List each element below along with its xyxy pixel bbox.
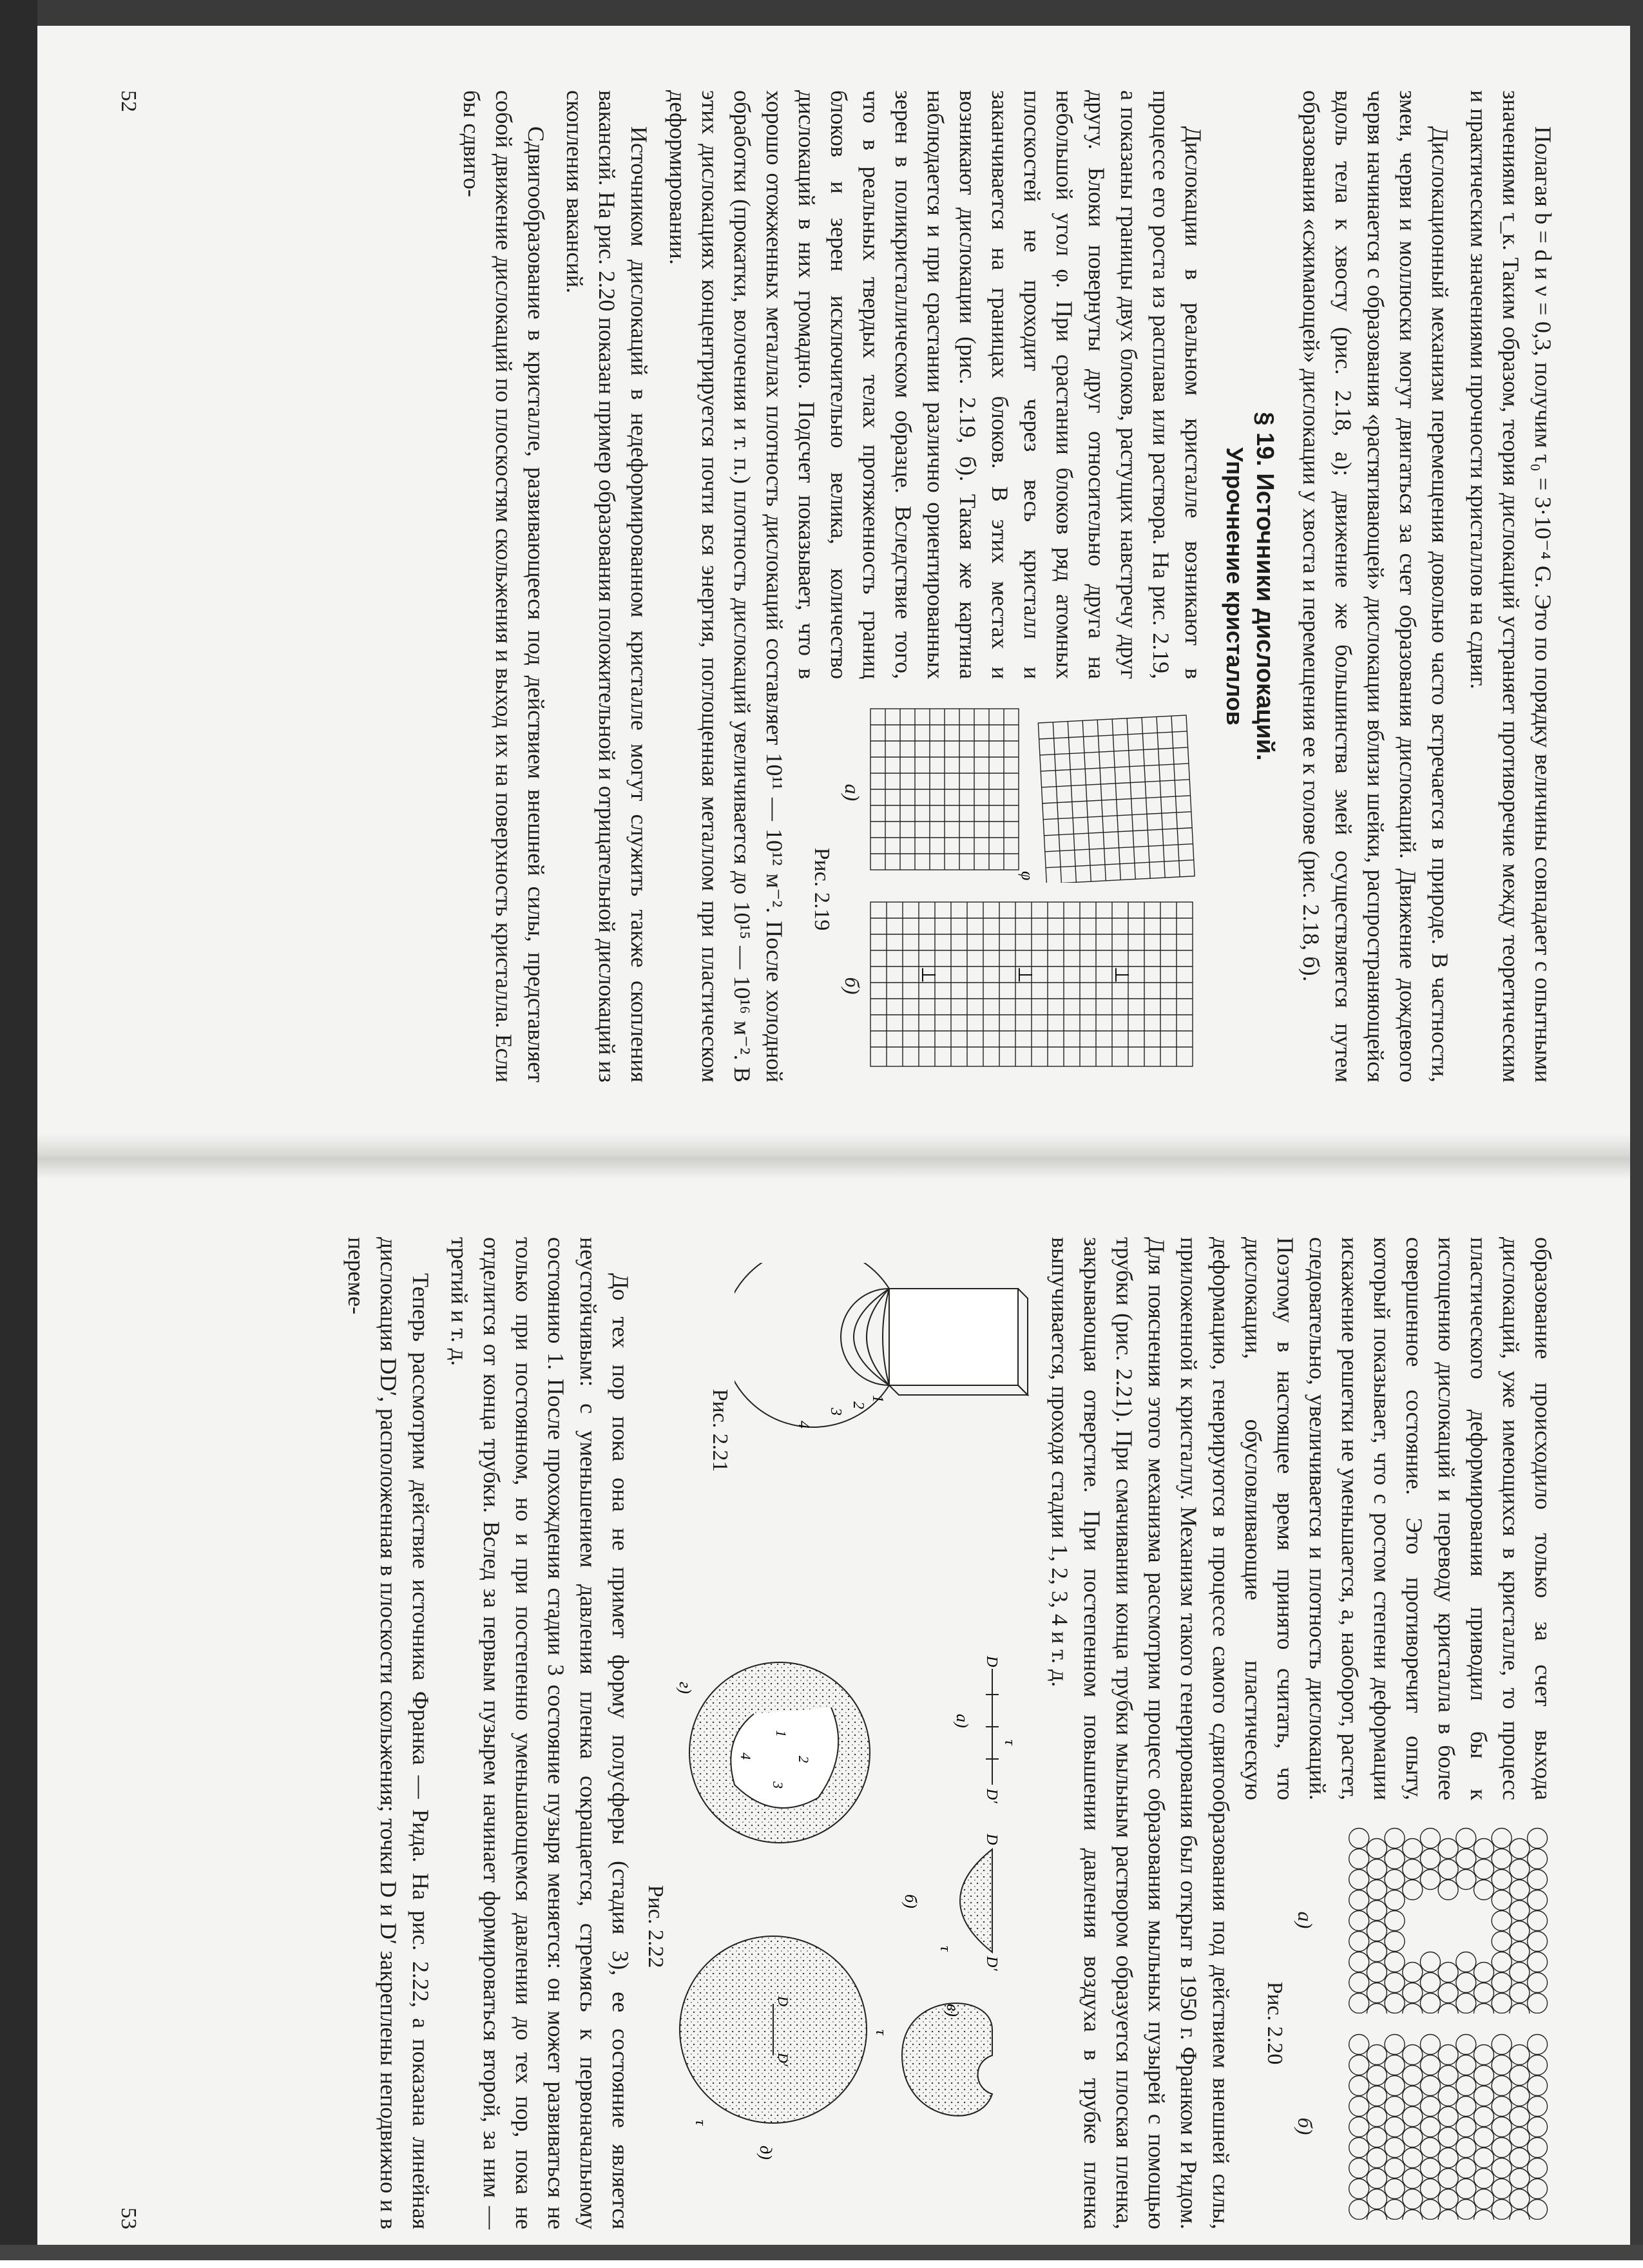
atom-bubble bbox=[1528, 1952, 1548, 1972]
atom-bubble bbox=[1528, 1973, 1548, 1993]
atom-bubble bbox=[1438, 2189, 1458, 2209]
paragraph: Источником дислокаций в недеформированном кристалле могут служить также скопления вакансий. На рис. 2.20 показан пример образования положительной и отрицательной дислокаций из скопления вакансий. bbox=[562, 90, 652, 1082]
figure-2-20 bbox=[1262, 1817, 1555, 2229]
atom-bubble bbox=[1438, 1860, 1458, 1879]
section-subheading: Упрочнение кристаллов bbox=[1222, 447, 1248, 726]
atom-bubble bbox=[1367, 2128, 1387, 2148]
atom-bubble bbox=[1349, 2138, 1369, 2158]
figure-2-21 bbox=[707, 1250, 1031, 1611]
atom-bubble bbox=[1438, 2086, 1458, 2106]
atom-bubble bbox=[1474, 2148, 1494, 2168]
atom-bubble bbox=[1403, 2066, 1423, 2086]
atom-bubble bbox=[1420, 1829, 1440, 1849]
atom-bubble bbox=[1528, 2158, 1548, 2178]
figure-label-b: б) bbox=[1294, 2117, 1317, 2135]
atom-bubble bbox=[1528, 2200, 1548, 2220]
shear-stress-tau: τ bbox=[1001, 1740, 1018, 1745]
point-d-prime: D′ bbox=[983, 1789, 1000, 1803]
paragraph: Дислокационный механизм перемещения довольно часто встречается в природе. В частности, змеи, черви и моллюски могут двигаться за счет образования дислокаций. Движение дождевого червя начинается с образования «растягивающей» дислокации вблизи шейки, распространяющейся вдоль тела к хвосту (рис. 2.18, а); движение же большинства змей осуществляется путем образования «сжимающей» дислокации у хвоста и перемещения ее к голове (рис. 2.18, б). bbox=[1298, 90, 1453, 1082]
atom-bubble bbox=[1385, 2076, 1405, 2096]
point-d-prime: D′ bbox=[983, 1956, 1000, 1971]
atom-bubble bbox=[1474, 1963, 1494, 1983]
atom-bubble bbox=[1385, 1994, 1405, 2013]
atom-bubble bbox=[1349, 1994, 1369, 2013]
atom-bubble bbox=[1474, 2107, 1494, 2127]
atom-bubble bbox=[1385, 2117, 1405, 2137]
atom-bubble bbox=[1456, 2097, 1476, 2117]
atom-bubble bbox=[1438, 1839, 1458, 1859]
atom-bubble bbox=[1403, 2086, 1423, 2106]
atom-bubble bbox=[1456, 2055, 1476, 2075]
soap-bubble-tube-diagram bbox=[735, 1263, 1031, 1598]
atom-bubble bbox=[1385, 2179, 1405, 2199]
atom-bubble bbox=[1456, 2076, 1476, 2096]
atom-bubble bbox=[1456, 1952, 1476, 1972]
atom-bubble bbox=[1492, 2117, 1512, 2137]
atom-bubble bbox=[1403, 2004, 1423, 2014]
atom-bubble bbox=[1474, 2169, 1494, 2189]
atom-bubble bbox=[1456, 2035, 1476, 2055]
atom-bubble bbox=[1385, 1932, 1405, 1952]
atom-bubble bbox=[1385, 2055, 1405, 2075]
figure-caption: Рис. 2.21 bbox=[708, 1389, 732, 1472]
atom-bubble bbox=[1528, 2138, 1548, 2158]
figure-2-22 bbox=[643, 1637, 1031, 2216]
figure-caption: Рис. 2.22 bbox=[644, 1885, 668, 1968]
atom-bubble bbox=[1367, 1860, 1387, 1879]
atom-bubble bbox=[1456, 1973, 1476, 1993]
atom-bubble bbox=[1474, 2066, 1494, 2086]
atom-bubble bbox=[1510, 2210, 1530, 2220]
atom-bubble bbox=[1367, 1880, 1387, 1900]
atom-bubble bbox=[1385, 1973, 1405, 1993]
atom-bubble bbox=[1438, 2210, 1458, 2220]
point-d: D bbox=[775, 1996, 791, 2006]
atom-bubble bbox=[1367, 2169, 1387, 2189]
stage-number: 2 bbox=[850, 1401, 867, 1409]
atom-bubble bbox=[1438, 2148, 1458, 2168]
atom-bubble bbox=[1492, 1952, 1512, 1972]
atom-bubble bbox=[1420, 2200, 1440, 2220]
atom-bubble bbox=[1367, 1983, 1387, 2003]
figure-2-20-b bbox=[1293, 2033, 1549, 2220]
atom-bubble bbox=[1349, 2179, 1369, 2199]
atom-bubble bbox=[1528, 1829, 1548, 1849]
atom-bubble bbox=[1492, 2138, 1512, 2158]
grain-boundary-grid-diagram bbox=[864, 702, 1199, 883]
atom-bubble bbox=[1510, 1880, 1530, 1900]
atom-bubble bbox=[1528, 1911, 1548, 1931]
atom-bubble bbox=[1528, 2117, 1548, 2137]
atom-bubble bbox=[1474, 1983, 1494, 2003]
atom-bubble bbox=[1492, 2179, 1512, 2199]
atom-bubble bbox=[1492, 1973, 1512, 1993]
atom-bubble bbox=[1420, 2035, 1440, 2055]
atom-bubble bbox=[1385, 2035, 1405, 2055]
atom-bubble bbox=[1420, 2076, 1440, 2096]
point-d: D bbox=[983, 1834, 1000, 1845]
dislocation-grid-diagram bbox=[864, 896, 1199, 1076]
page-52 bbox=[103, 52, 1585, 1121]
shear-stress-tau: τ bbox=[692, 2120, 709, 2126]
atom-bubble bbox=[1492, 1890, 1512, 1910]
dislocation-symbol: ⊥ bbox=[1014, 966, 1036, 984]
atom-bubble bbox=[1474, 2128, 1494, 2148]
atom-bubble bbox=[1456, 1849, 1476, 1869]
stage-number: 3 bbox=[770, 1782, 786, 1789]
atom-bubble bbox=[1420, 1994, 1440, 2013]
atom-bubble bbox=[1420, 2097, 1440, 2117]
atom-bubble bbox=[1403, 2189, 1423, 2209]
phi-label: φ bbox=[1018, 871, 1037, 881]
paragraph: Дислокации в реальном кристалле возникают в процессе его роста из расплава или раствора. На рис. 2.19, а показаны границы двух блоков, растущих навстречу друг другу. Блоки повернуты друг относительно друга на небольшой угол φ. При срастании блоков ряд атомных плоскостей не проходит через весь кристалл и заканчивается на границах блоков. В этих местах и возникают дислокации (рис. 2.19, б). Такая же картина наблюдается и при срастании различно ориентированных зерен в поликристаллическом образце. Вследствие того, что в реальных твердых телах протяженность границ блоков и зерен исключительно велика, количество дислокаций в них громадно. Подсчет показывает, что в хорошо отожженных металлах плотность дислокаций составляет 10¹¹ — 10¹² м⁻². После холодной обработки (прокатки, волочения и т. п.) плотность дислокаций увеличивается до 10¹⁵ — 10¹⁶ м⁻². В этих дислокациях концентрируется почти вся энергия, поглощенная металлом при пластическом деформировании. bbox=[665, 90, 1206, 1082]
atom-bubble bbox=[1510, 2004, 1530, 2014]
atom-bubble bbox=[1420, 2138, 1440, 2158]
atom-bubble bbox=[1420, 2158, 1440, 2178]
atom-bubble bbox=[1403, 2107, 1423, 2127]
atom-bubble bbox=[1474, 1880, 1494, 1900]
atom-bubble bbox=[1510, 2148, 1530, 2168]
atom-bubble bbox=[1510, 2066, 1530, 2086]
atom-bubble bbox=[1528, 2076, 1548, 2096]
atom-bubble bbox=[1349, 1870, 1369, 1890]
atom-bubble bbox=[1438, 1880, 1458, 1900]
atom-bubble bbox=[1492, 2158, 1512, 2178]
atom-bubble bbox=[1456, 2158, 1476, 2178]
atom-bubble bbox=[1385, 1911, 1405, 1931]
atom-bubble bbox=[1385, 1829, 1405, 1849]
atom-bubble bbox=[1456, 2138, 1476, 2158]
atom-bubble bbox=[1438, 1963, 1458, 1983]
atom-bubble bbox=[1385, 1849, 1405, 1869]
atom-bubble bbox=[1403, 1963, 1423, 1983]
atom-bubble bbox=[1528, 1932, 1548, 1952]
atom-bubble bbox=[1349, 2076, 1369, 2096]
paragraph: Теперь рассмотрим действие источника Франка — Рида. На рис. 2.22, а показана линейная дислокация DD′, расположенная в плоскости скольжения; точки D и D′ закреплены неподвижно и в переме- bbox=[343, 1237, 434, 2229]
figure-caption: Рис. 2.20 bbox=[1263, 1981, 1287, 2065]
atom-bubble bbox=[1385, 2200, 1405, 2220]
atom-bubble bbox=[1456, 2200, 1476, 2220]
atom-bubble bbox=[1474, 2045, 1494, 2065]
paragraph: До тех пор пока она не примет форму полусферы (стадия 3), ее состояние является неустойчивым: с уменьшением давления пленка сокращается, стремясь к первоначальному состоянию 1. После прохождения стадии 3 состояние пузыря меняется: он может развиваться не только при постоянном, но и при постепенно уменьшающемся давлении до тех пор, пока не отделится от конца трубки. Вслед за первым пузырем начинает формироваться второй, за ним — третий и т. д. bbox=[447, 1237, 633, 2229]
shear-stress-tau: τ bbox=[872, 2030, 889, 2035]
atom-bubble bbox=[1492, 2035, 1512, 2055]
stage-number: 2 bbox=[796, 1756, 812, 1763]
atom-bubble bbox=[1492, 2200, 1512, 2220]
figure-caption: Рис. 2.19 bbox=[810, 847, 834, 931]
point-d: D bbox=[983, 1656, 1000, 1667]
atom-bubble bbox=[1367, 1963, 1387, 1983]
atom-bubble bbox=[1367, 1921, 1387, 1941]
atom-bubble bbox=[1474, 2210, 1494, 2220]
stage-number: 1 bbox=[773, 1730, 789, 1737]
atom-bubble bbox=[1492, 1870, 1512, 1890]
atom-bubble bbox=[1385, 2158, 1405, 2178]
stage-number: 3 bbox=[827, 1408, 844, 1416]
atom-bubble bbox=[1367, 2148, 1387, 2168]
dislocation-pair-bubble-raft bbox=[1317, 2033, 1549, 2220]
atom-bubble bbox=[1403, 1839, 1423, 1859]
atom-bubble bbox=[1367, 2210, 1387, 2220]
book-spine bbox=[37, 1134, 1630, 1179]
atom-bubble bbox=[1349, 2117, 1369, 2137]
atom-bubble bbox=[1492, 1994, 1512, 2013]
atom-bubble bbox=[1510, 1901, 1530, 1921]
atom-bubble bbox=[1385, 1870, 1405, 1890]
subfigure-label: а) bbox=[953, 1714, 972, 1728]
scanner-edge-right bbox=[1630, 0, 1643, 2260]
vacancy-cluster-bubble-raft bbox=[1317, 1827, 1549, 2013]
dislocation-symbol: ⊥ bbox=[917, 966, 939, 984]
atom-bubble bbox=[1492, 1911, 1512, 1931]
atom-bubble bbox=[1474, 1839, 1494, 1859]
atom-bubble bbox=[1367, 1942, 1387, 1962]
figure-2-20-a bbox=[1293, 1827, 1549, 2013]
atom-bubble bbox=[1510, 2107, 1530, 2127]
paragraph: Полагая b = d и ν = 0,3, получим τ₀ = 3·10⁻⁴ G. Это по порядку величины совпадает с опытными значениями τ_к. Таким образом, теория дислокаций устраняет противоречие между теоретическим и практическим значениями прочности кристаллов на сдвиг. bbox=[1466, 90, 1556, 1082]
paragraph: образование происходило только за счет выхода дислокаций, уже имеющихся в кристалле, то процесс пластического деформирования приводил бы к истощению дислокаций и переводу кристалла в более совершенное состояние. Это противоречит опыту, который показывает, что с ростом степени деформации искажение решетки не уменьшается, а, наоборот, растет, следовательно, увеличивается и плотность дислокаций. Поэтому в настоящее время принято считать, что дислокации, обусловливающие пластическую деформацию, генерируются в процессе самого сдвигообразования под действием внешней силы, приложенной к кристаллу. Механизм такого генерирования был открыт в 1950 г. Франком и Ридом. Для пояснения этого механизма рассмотрим процесс образования мыльных пузырей с помощью трубки (рис. 2.21). При смачивании конца трубки мыльным раствором образуется плоская пленка, закрывающая отверстие. При постепенном повышении давления воздуха в трубке пленка выпучивается, проходя стадии 1, 2, 3, 4 и т. д. bbox=[1047, 1237, 1556, 2229]
atom-bubble bbox=[1510, 1942, 1530, 1962]
atom-bubble bbox=[1528, 1870, 1548, 1890]
atom-bubble bbox=[1420, 1849, 1440, 1869]
atom-bubble bbox=[1510, 1860, 1530, 1879]
atom-bubble bbox=[1528, 1849, 1548, 1869]
atom-bubble bbox=[1492, 1932, 1512, 1952]
atom-bubble bbox=[1367, 2189, 1387, 2209]
stage-number: 4 bbox=[795, 1421, 812, 1428]
atom-bubble bbox=[1510, 2189, 1530, 2209]
atom-bubble bbox=[1528, 2179, 1548, 2199]
frank-read-source-diagram bbox=[670, 1643, 1031, 2210]
atom-bubble bbox=[1438, 2128, 1458, 2148]
atom-bubble bbox=[1420, 2117, 1440, 2137]
stage-number: 1 bbox=[869, 1395, 886, 1403]
atom-bubble bbox=[1528, 1890, 1548, 1910]
atom-bubble bbox=[1349, 2035, 1369, 2055]
atom-bubble bbox=[1385, 2138, 1405, 2158]
atom-bubble bbox=[1349, 1952, 1369, 1972]
atom-bubble bbox=[1367, 2066, 1387, 2086]
subfigure-label: д) bbox=[756, 2146, 775, 2160]
atom-bubble bbox=[1349, 1932, 1369, 1952]
book-cover-edge bbox=[0, 0, 37, 2260]
atom-bubble bbox=[1474, 2086, 1494, 2106]
atom-bubble bbox=[1349, 2097, 1369, 2117]
atom-bubble bbox=[1367, 2045, 1387, 2065]
atom-bubble bbox=[1385, 2097, 1405, 2117]
atom-bubble bbox=[1420, 1952, 1440, 1972]
subfigure-label: г) bbox=[676, 1682, 695, 1694]
atom-bubble bbox=[1510, 2128, 1530, 2148]
subfigure-label: в) bbox=[943, 2004, 962, 2017]
atom-bubble bbox=[1438, 2004, 1458, 2014]
atom-bubble bbox=[1385, 1952, 1405, 1972]
atom-bubble bbox=[1367, 2086, 1387, 2106]
figure-label-a: а) bbox=[1294, 1911, 1317, 1929]
atom-bubble bbox=[1403, 2148, 1423, 2168]
atom-bubble bbox=[1349, 1911, 1369, 1931]
paragraph: Сдвигообразование в кристалле, развивающееся под действием внешней силы, представляет собой движение дислокаций по плоскостям скольжения и выход их на поверхность кристалла. Если бы сдвиго- bbox=[459, 90, 549, 1082]
atom-bubble bbox=[1492, 2076, 1512, 2096]
atom-bubble bbox=[1385, 1890, 1405, 1910]
subfigure-label: б) bbox=[901, 1894, 920, 1908]
atom-bubble bbox=[1438, 1983, 1458, 2003]
figure-2-19-b bbox=[840, 896, 1199, 1076]
atom-bubble bbox=[1349, 1973, 1369, 1993]
atom-bubble bbox=[1367, 1901, 1387, 1921]
atom-bubble bbox=[1403, 1880, 1423, 1900]
atom-bubble bbox=[1510, 2086, 1530, 2106]
atom-bubble bbox=[1420, 2055, 1440, 2075]
figure-2-19-a bbox=[840, 702, 1199, 883]
atom-bubble bbox=[1349, 2158, 1369, 2178]
atom-bubble bbox=[1456, 1829, 1476, 1849]
atom-bubble bbox=[1349, 1890, 1369, 1910]
atom-bubble bbox=[1510, 1983, 1530, 2003]
atom-bubble bbox=[1367, 2107, 1387, 2127]
shear-stress-tau: τ bbox=[937, 1946, 954, 1952]
atom-bubble bbox=[1456, 1870, 1476, 1890]
atom-bubble bbox=[1528, 2055, 1548, 2075]
atom-bubble bbox=[1349, 1829, 1369, 1849]
atom-bubble bbox=[1492, 2055, 1512, 2075]
atom-bubble bbox=[1456, 2179, 1476, 2199]
figure-label-a: а) bbox=[841, 783, 864, 802]
atom-bubble bbox=[1420, 1870, 1440, 1890]
atom-bubble bbox=[1528, 2035, 1548, 2055]
atom-bubble bbox=[1349, 1849, 1369, 1869]
page-number: 52 bbox=[117, 90, 140, 112]
atom-bubble bbox=[1510, 1963, 1530, 1983]
scanner-edge-top bbox=[0, 0, 1643, 26]
figure-label-b: б) bbox=[841, 977, 864, 995]
atom-bubble bbox=[1510, 2169, 1530, 2189]
atom-bubble bbox=[1403, 1983, 1423, 2003]
atom-bubble bbox=[1528, 1994, 1548, 2013]
atom-bubble bbox=[1456, 1994, 1476, 2013]
atom-bubble bbox=[1492, 1849, 1512, 1869]
point-d-prime: D′ bbox=[775, 2053, 791, 2066]
page-number: 53 bbox=[117, 2207, 140, 2229]
figure-2-19 bbox=[809, 696, 1206, 1082]
atom-bubble bbox=[1367, 1839, 1387, 1859]
atom-bubble bbox=[1474, 2004, 1494, 2014]
atom-bubble bbox=[1492, 1829, 1512, 1849]
stage-number: 4 bbox=[738, 1753, 754, 1760]
atom-bubble bbox=[1403, 1860, 1423, 1879]
atom-bubble bbox=[1367, 2004, 1387, 2014]
atom-bubble bbox=[1403, 2169, 1423, 2189]
atom-bubble bbox=[1349, 2200, 1369, 2220]
atom-bubble bbox=[1438, 2066, 1458, 2086]
atom-bubble bbox=[1510, 2045, 1530, 2065]
atom-bubble bbox=[1456, 2117, 1476, 2137]
atom-bubble bbox=[1403, 2128, 1423, 2148]
page-53 bbox=[103, 1198, 1585, 2268]
atom-bubble bbox=[1528, 2097, 1548, 2117]
atom-bubble bbox=[1438, 2107, 1458, 2127]
atom-bubble bbox=[1510, 1921, 1530, 1941]
atom-bubble bbox=[1349, 2055, 1369, 2075]
atom-bubble bbox=[1492, 2097, 1512, 2117]
section-heading: § 19. Источники дислокаций. bbox=[1251, 412, 1278, 761]
atom-bubble bbox=[1420, 2179, 1440, 2199]
atom-bubble bbox=[1438, 2169, 1458, 2189]
atom-bubble bbox=[1474, 1860, 1494, 1879]
dislocation-symbol: ⊥ bbox=[1110, 966, 1133, 984]
atom-bubble bbox=[1510, 1839, 1530, 1859]
atom-bubble bbox=[1420, 1973, 1440, 1993]
atom-bubble bbox=[1403, 2045, 1423, 2065]
atom-bubble bbox=[1474, 2189, 1494, 2209]
atom-bubble bbox=[1403, 2210, 1423, 2220]
atom-bubble bbox=[1438, 2045, 1458, 2065]
